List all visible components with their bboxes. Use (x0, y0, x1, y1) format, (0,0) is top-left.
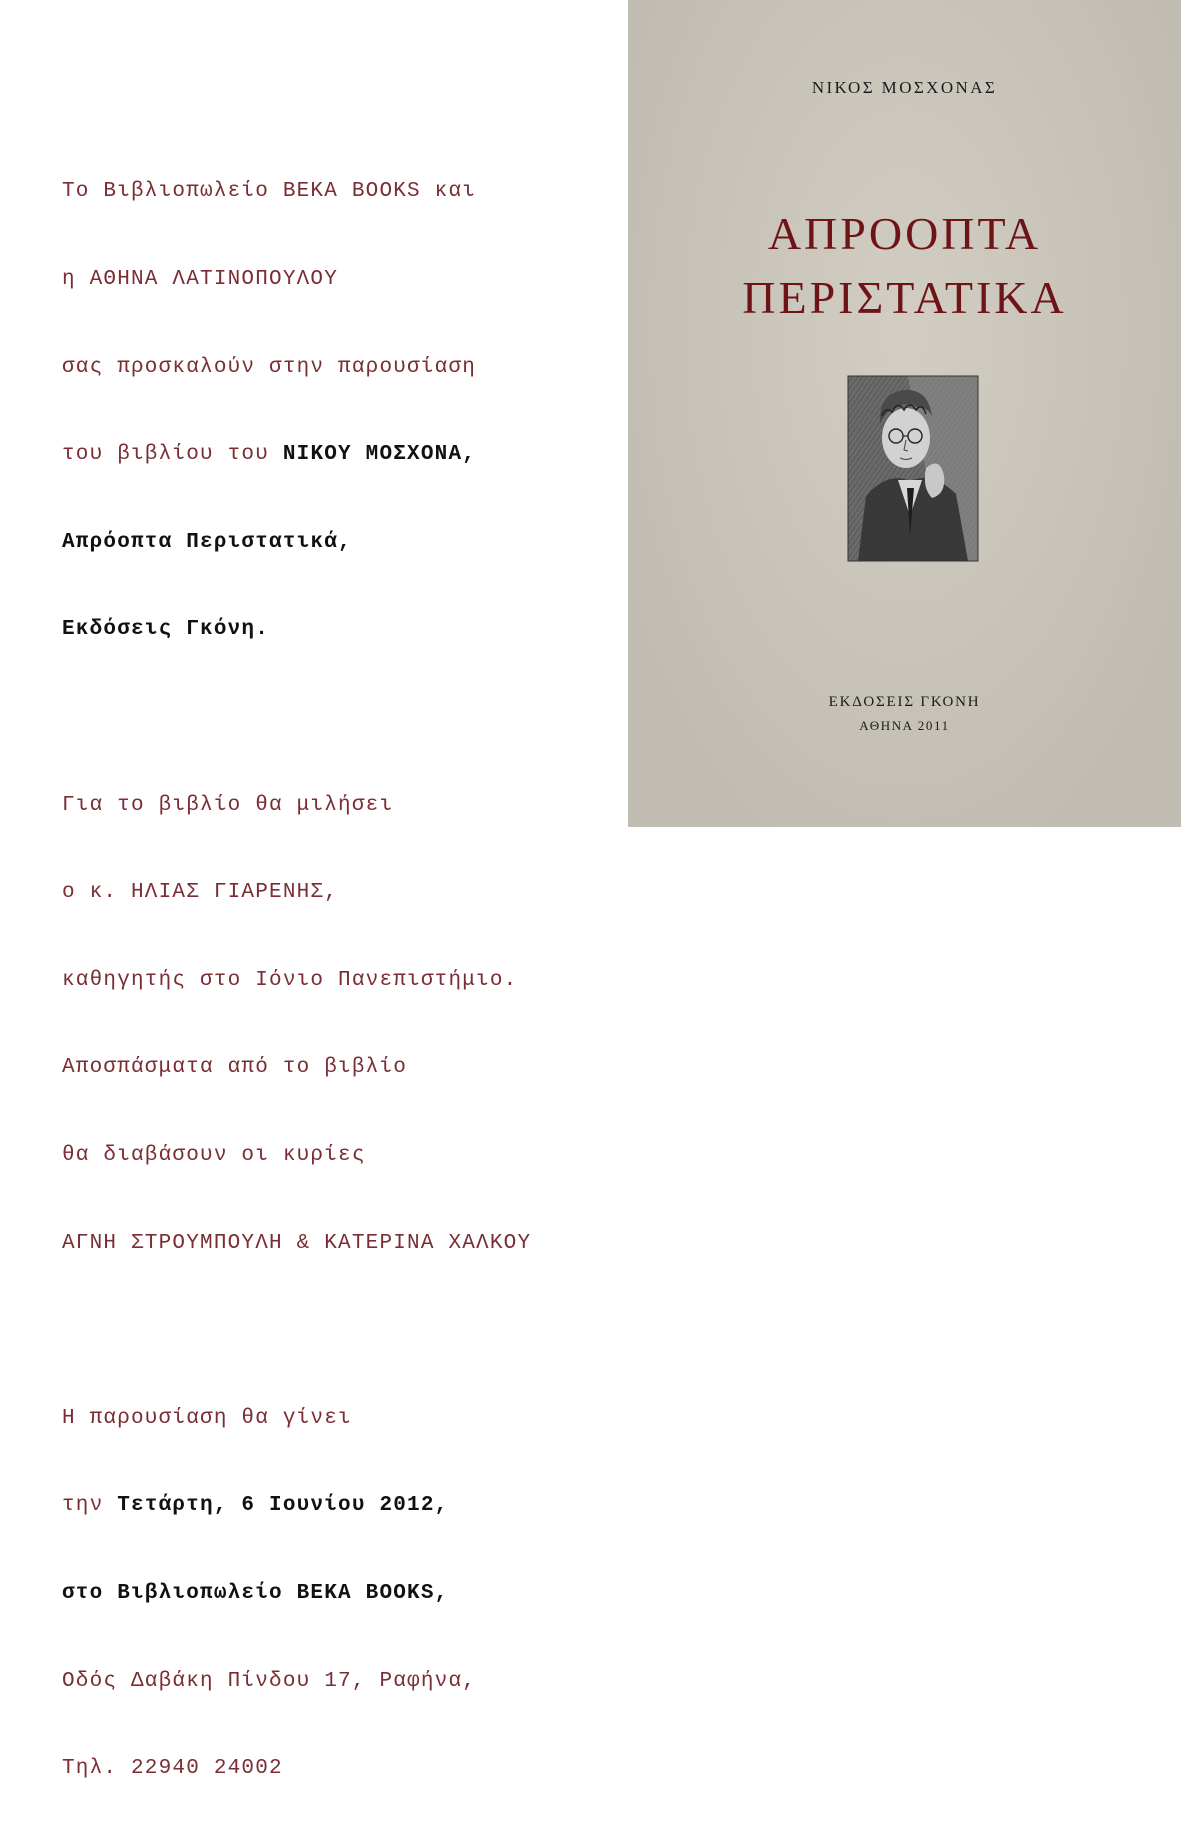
cover-publisher: ΕΚΔΟΣΕΙΣ ΓΚΟΝΗ (828, 694, 981, 710)
invite-text: του βιβλίου του (62, 443, 283, 467)
invite-line (62, 1579, 531, 1608)
invite-line: Αποσπάσματα από το βιβλίο (62, 1056, 408, 1080)
invite-line (62, 440, 531, 469)
publisher-bold: Εκδόσεις Γκόνη. (62, 618, 270, 642)
venue-bold: στο Βιβλιοπωλείο BEKA BOOKS, (62, 1581, 449, 1605)
invite-line: Τηλ. 22940 24002 (62, 1757, 283, 1781)
invite-text: την (62, 1494, 118, 1518)
cover-author: ΝΙΚΟΣ ΜΟΣΧΟΝΑΣ (811, 78, 998, 97)
invite-line: Το Βιβλιοπωλείο BEKA BOOKS και (62, 180, 477, 204)
invite-line: θα διαβάσουν οι κυρίες (62, 1143, 366, 1167)
invite-line (62, 1491, 531, 1520)
cover-title-line1: ΑΠΡΟΟΠΤΑ (767, 208, 1042, 259)
book-title-bold: Απρόοπτα Περιστατικά, (62, 530, 352, 554)
cover-title-line2: ΠΕΡΙΣΤΑΤΙΚΑ (742, 272, 1067, 323)
invite-line (62, 528, 531, 557)
invite-line: Οδός Δαβάκη Πίνδου 17, Ραφήνα, (62, 1669, 477, 1693)
invite-line: ΑΓΝΗ ΣΤΡΟΥΜΠΟΥΛΗ & ΚΑΤΕΡΙΝΑ ΧΑΛΚΟΥ (62, 1231, 532, 1255)
invite-line: καθηγητής στο Ιόνιο Πανεπιστήμιο. (62, 968, 518, 992)
portrait-sketch-icon (848, 376, 978, 561)
paragraph-gap (62, 1316, 531, 1345)
author-name-bold: ΝΙΚΟΥ ΜΟΣΧΟΝΑ (282, 443, 463, 467)
invite-line: Για το βιβλίο θα μιλήσει (62, 793, 394, 817)
paragraph-gap (62, 703, 531, 732)
invite-line: ο κ. ΗΛΙΑΣ ΓΙΑΡΕΝΗΣ, (62, 881, 339, 905)
invitation-text (62, 119, 531, 1842)
comma: , (462, 443, 477, 467)
cover-place-year: ΑΘΗΝΑ 2011 (859, 718, 950, 733)
invite-line: Η παρουσίαση θα γίνει (62, 1406, 352, 1430)
event-date-bold: Τετάρτη, 6 Ιουνίου 2012, (117, 1494, 449, 1518)
invite-line: σας προσκαλούν στην παρουσίαση (62, 355, 477, 379)
book-cover (628, 0, 1181, 827)
invite-line (62, 615, 531, 644)
invite-line: η ΑΘΗΝΑ ΛΑΤΙΝΟΠΟΥΛΟΥ (62, 268, 339, 291)
